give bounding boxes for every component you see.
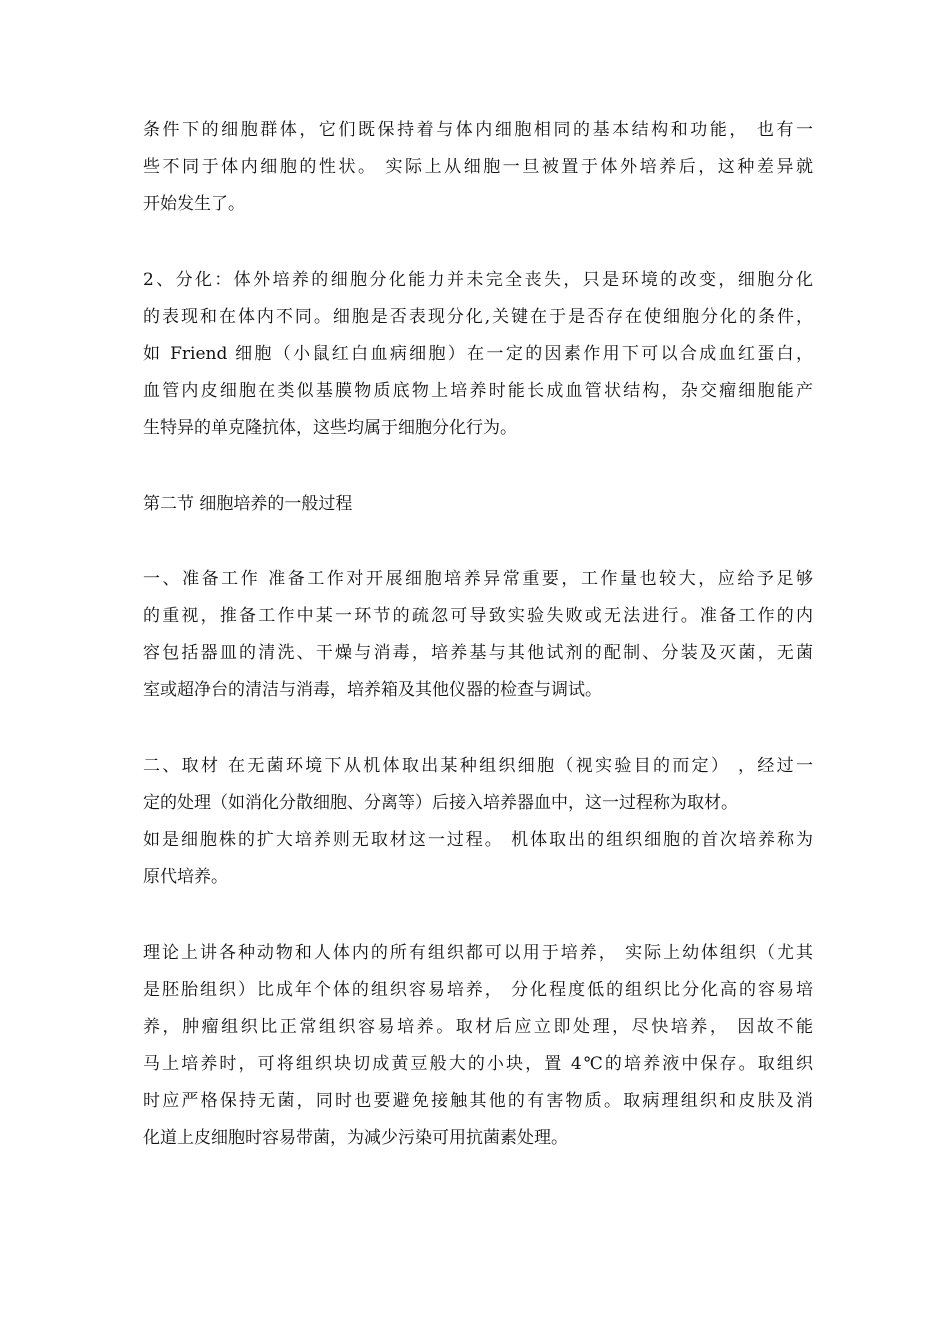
text-line: 二、取材 在无菌环境下从机体取出某种组织细胞（视实验目的而定） ，经过一 [143,756,813,776]
text-line: 养，肿瘤组织比正常组织容易培养。取材后应立即处理，尽快培养， 因故不能 [143,1017,813,1037]
text-line: 容包括器皿的清洗、干燥与消毒，培养基与其他试剂的配制、分装及灭菌，无菌 [143,643,813,663]
text-line: 原代培养。 [143,867,228,887]
text-line: 的重视，推备工作中某一环节的疏忽可导致实验失败或无法进行。准备工作的内 [143,606,813,626]
text-line: 理论上讲各种动物和人体内的所有组织都可以用于培养， 实际上幼体组织（尤其 [143,943,813,963]
text-line: 定的处理（如消化分散细胞、分离等）后接入培养器血中，这一过程称为取材。 [143,793,738,813]
text-line: 开始发生了。 [143,194,245,214]
text-line: 一、准备工作 准备工作对开展细胞培养异常重要，工作量也较大，应给予足够 [143,569,813,589]
paragraph-sampling [143,748,813,896]
text-line: 如 Friend 细胞（小鼠红白血病细胞）在一定的因素作用下可以合成血红蛋白， [143,344,813,364]
text-line: 2、分化：体外培养的细胞分化能力并未完全丧失，只是环境的改变，细胞分化 [143,270,813,290]
text-line: 如是细胞株的扩大培养则无取材这一过程。 机体取出的组织细胞的首次培养称为 [143,830,813,850]
section-heading-text: 第二节 细胞培养的一般过程 [143,494,353,514]
text-line: 些不同于体内细胞的性状。 实际上从细胞一旦被置于体外培养后，这种差异就 [143,157,813,177]
text-line: 化道上皮细胞时容易带菌，为减少污染可用抗菌素处理。 [143,1128,568,1148]
text-line: 是胚胎组织）比成年个体的组织容易培养， 分化程度低的组织比分化高的容易培 [143,980,813,1000]
text-line: 时应严格保持无菌，同时也要避免接触其他的有害物质。取病理组织和皮肤及消 [143,1091,813,1111]
paragraph-intro-continuation [143,112,813,223]
text-line: 室或超净台的清洁与消毒，培养箱及其他仪器的检查与调试。 [143,680,602,700]
section-heading [143,486,813,523]
text-line: 生特异的单克隆抗体，这些均属于细胞分化行为。 [143,418,517,438]
text-line: 马上培养时，可将组织块切成黄豆般大的小块，置 4℃的培养液中保存。取组织 [143,1054,813,1074]
paragraph-differentiation [143,262,813,447]
paragraph-preparation [143,561,813,709]
text-line: 血管内皮细胞在类似基膜物质底物上培养时能长成血管状结构，杂交瘤细胞能产 [143,381,813,401]
paragraph-theory [143,935,813,1157]
text-line: 的表现和在体内不同。细胞是否表现分化,关键在于是否存在使细胞分化的条件， [143,307,813,327]
text-line: 条件下的细胞群体，它们既保持着与体内细胞相同的基本结构和功能， 也有一 [143,120,813,140]
